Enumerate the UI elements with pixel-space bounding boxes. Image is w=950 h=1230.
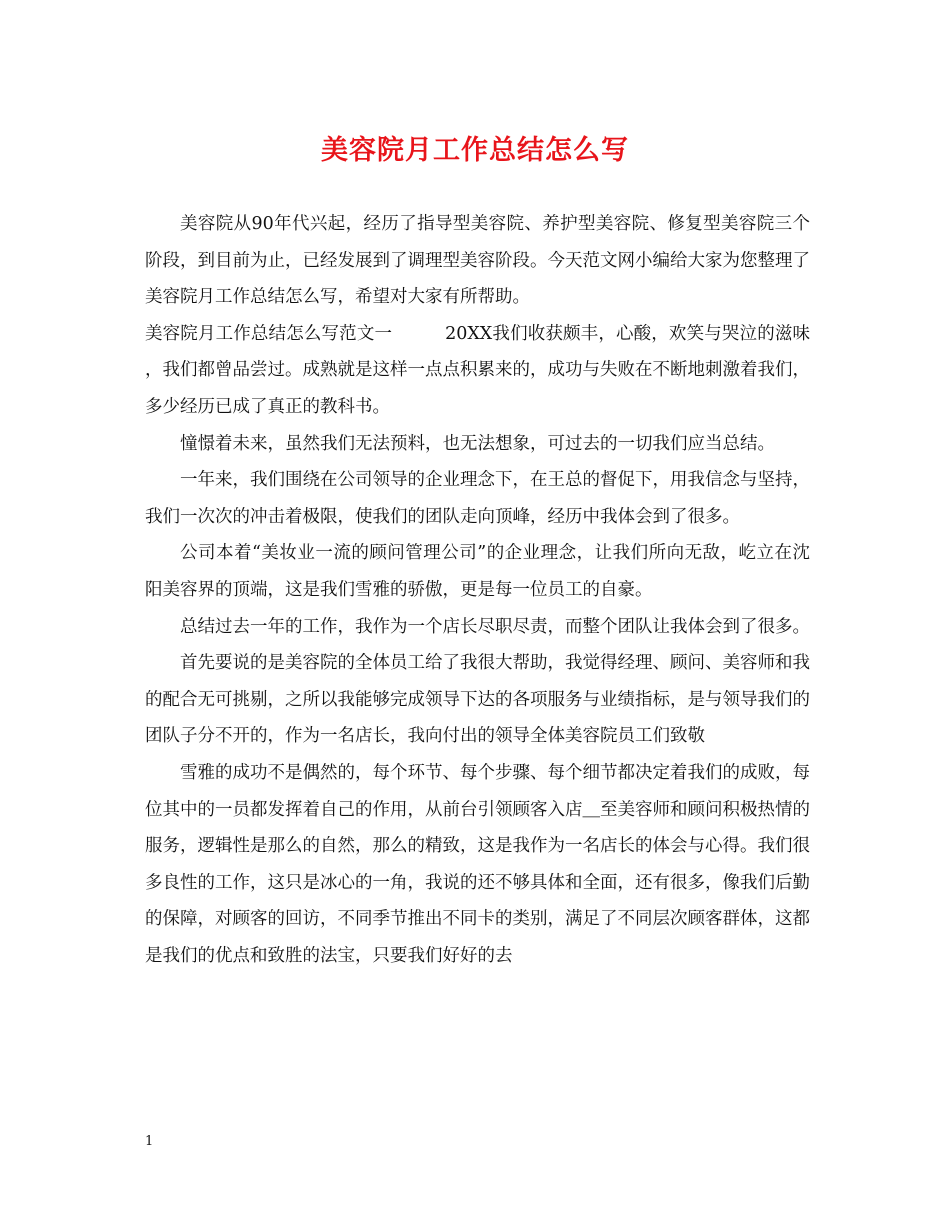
document-title: 美容院月工作总结怎么写 [321,135,629,166]
paragraph-summary: 总结过去一年的工作，我作为一个店长尽职尽责，而整个团队让我体会到了很多。 [180,616,810,637]
paragraph-sample-one: 美容院月工作总结怎么写范文一 20XX我们收获颇丰，心酸，欢笑与哭泣的滋味 ，我们都曾品尝过。成熟就是这样一点点积累来的，成功与失败在不断地刺激着我们，多少经历已成了真正的教科书。 [145,323,810,417]
paragraph-future: 憧憬着未来，虽然我们无法预料，也无法想象，可过去的一切我们应当总结。 [180,433,775,454]
paragraph-staff-thanks: 首先要说的是美容院的全体员工给了我很大帮助，我觉得经理、顾问、美容师和我的配合无可挑剔，之所以我能够完成领导下达的各项服务与业绩指标，是与领导我们的团队子分不开的，作为一名店长，我向付出的领导全体美容院员工们致敬 [145,653,810,747]
paragraph-intro: 美容院从90年代兴起，经历了指导型美容院、养护型美容院、修复型美容院三个阶段，到目前为止，已经发展到了调理型美容阶段。今天范文网小编给大家为您整理了美容院月工作总结怎么写，希望对大家有所帮助。 [145,214,810,308]
paragraph-year-review: 一年来，我们围绕在公司领导的企业理念下，在王总的督促下，用我信念与坚持，我们一次次的冲击着极限，使我们的团队走向顶峰，经历中我体会到了很多。 [145,470,810,527]
paragraph-company-philosophy: 公司本着“美妆业一流的顾问管理公司”的企业理念，让我们所向无敌，屹立在沈阳美容界的顶端，这是我们雪雅的骄傲，更是每一位员工的自豪。 [145,543,810,600]
page-number: 1 [145,1134,154,1149]
paragraph-success: 雪雅的成功不是偶然的，每个环节、每个步骤、每个细节都决定着我们的成败，每位其中的一员都发挥着自己的作用，从前台引领顾客入店＿至美容师和顾问积极热情的服务，逻辑性是那么的自然，那么的精致，这是我作为一名店长的体会与心得。我们很多良性的工作，这只是冰心的一角，我说的还不够具体和全面，还有很多，像我们后勤的保障，对顾客的回访，不同季节推出不同卡的类别，满足了不同层次顾客群体，这都是我们的优点和致胜的法宝，只要我们好好的去 [145,762,810,966]
document-body [145,206,810,974]
